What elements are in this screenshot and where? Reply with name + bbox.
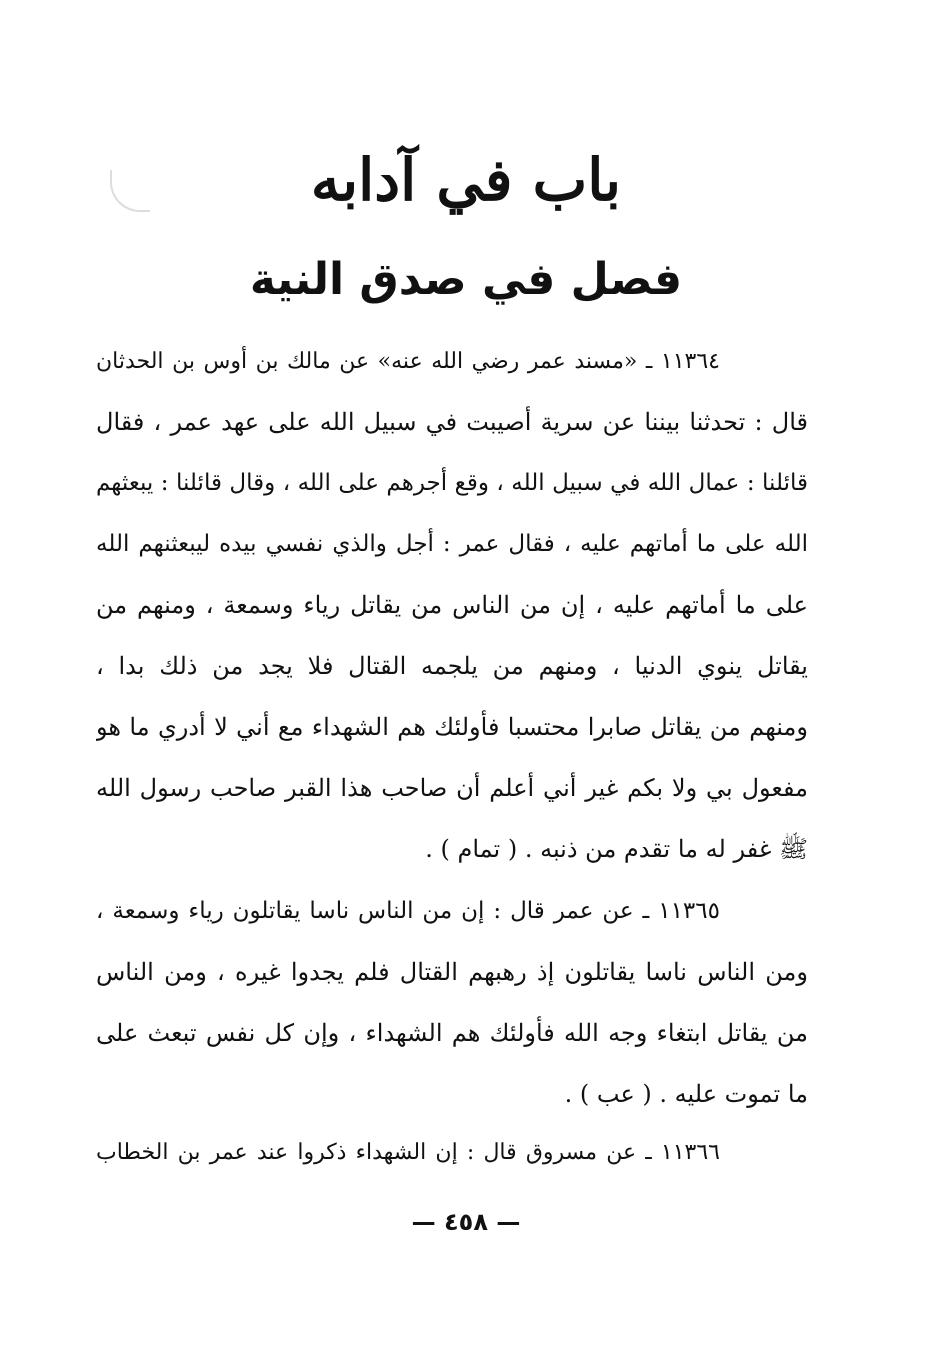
text-line: مفعول بي ولا بكم غير أني أعلم أن صاحب هذا القبر صاحب رسول الله — [96, 774, 808, 802]
text-line: ١١٣٦٤ ـ «مسند عمر رضي الله عنه» عن مالك بن أوس بن الحدثان — [96, 349, 720, 374]
text-line: ومن الناس ناسا يقاتلون إذ رهبهم القتال فلم يجدوا غيره ، ومن الناس — [96, 958, 808, 986]
hadith-11364 — [96, 331, 808, 880]
text-line: ١١٣٦٥ ـ عن عمر قال : إن من الناس ناسا يقاتلون رياء وسمعة ، — [96, 898, 720, 924]
text-line: ﷺ غفر له ما تقدم من ذنبه . ( تمام ) . — [425, 835, 808, 863]
section-title: فصل في صدق النية — [249, 254, 683, 305]
text-line: ١١٣٦٦ ـ عن مسروق قال : إن الشهداء ذكروا عند عمر بن الخطاب — [96, 1140, 720, 1165]
hadith-11365 — [96, 881, 808, 1125]
text-line: ما تموت عليه . ( عب ) . — [564, 1080, 808, 1108]
text-line: من يقاتل ابتغاء وجه الله فأولئك هم الشهداء ، وإن كل نفس تبعث على — [96, 1019, 808, 1047]
page-number: — ٤٥٨ — — [411, 1208, 521, 1236]
chapter-title: باب في آدابه — [310, 146, 622, 214]
text-line: الله على ما أماتهم عليه ، فقال عمر : أجل والذي نفسي بيده ليبعثنهم الله — [96, 531, 808, 557]
text-line: على ما أماتهم عليه ، إن من الناس من يقاتل رياء وسمعة ، ومنهم من — [96, 591, 808, 619]
margin-mark — [110, 170, 150, 212]
text-line: يقاتل ينوي الدنيا ، ومنهم من يلجمه القتال فلا يجد من ذلك بدا ، — [96, 652, 808, 680]
text-line: قال : تحدثنا بيننا عن سرية أصيبت في سبيل الله على عهد عمر ، فقال — [96, 408, 808, 436]
text-line: ومنهم من يقاتل صابرا محتسبا فأولئك هم الشهداء مع أني لا أدري ما هو — [96, 713, 808, 741]
text-line: قائلنا : عمال الله في سبيل الله ، وقع أجرهم على الله ، وقال قائلنا : يبعثهم — [96, 470, 808, 496]
hadith-11366 — [96, 1122, 808, 1183]
